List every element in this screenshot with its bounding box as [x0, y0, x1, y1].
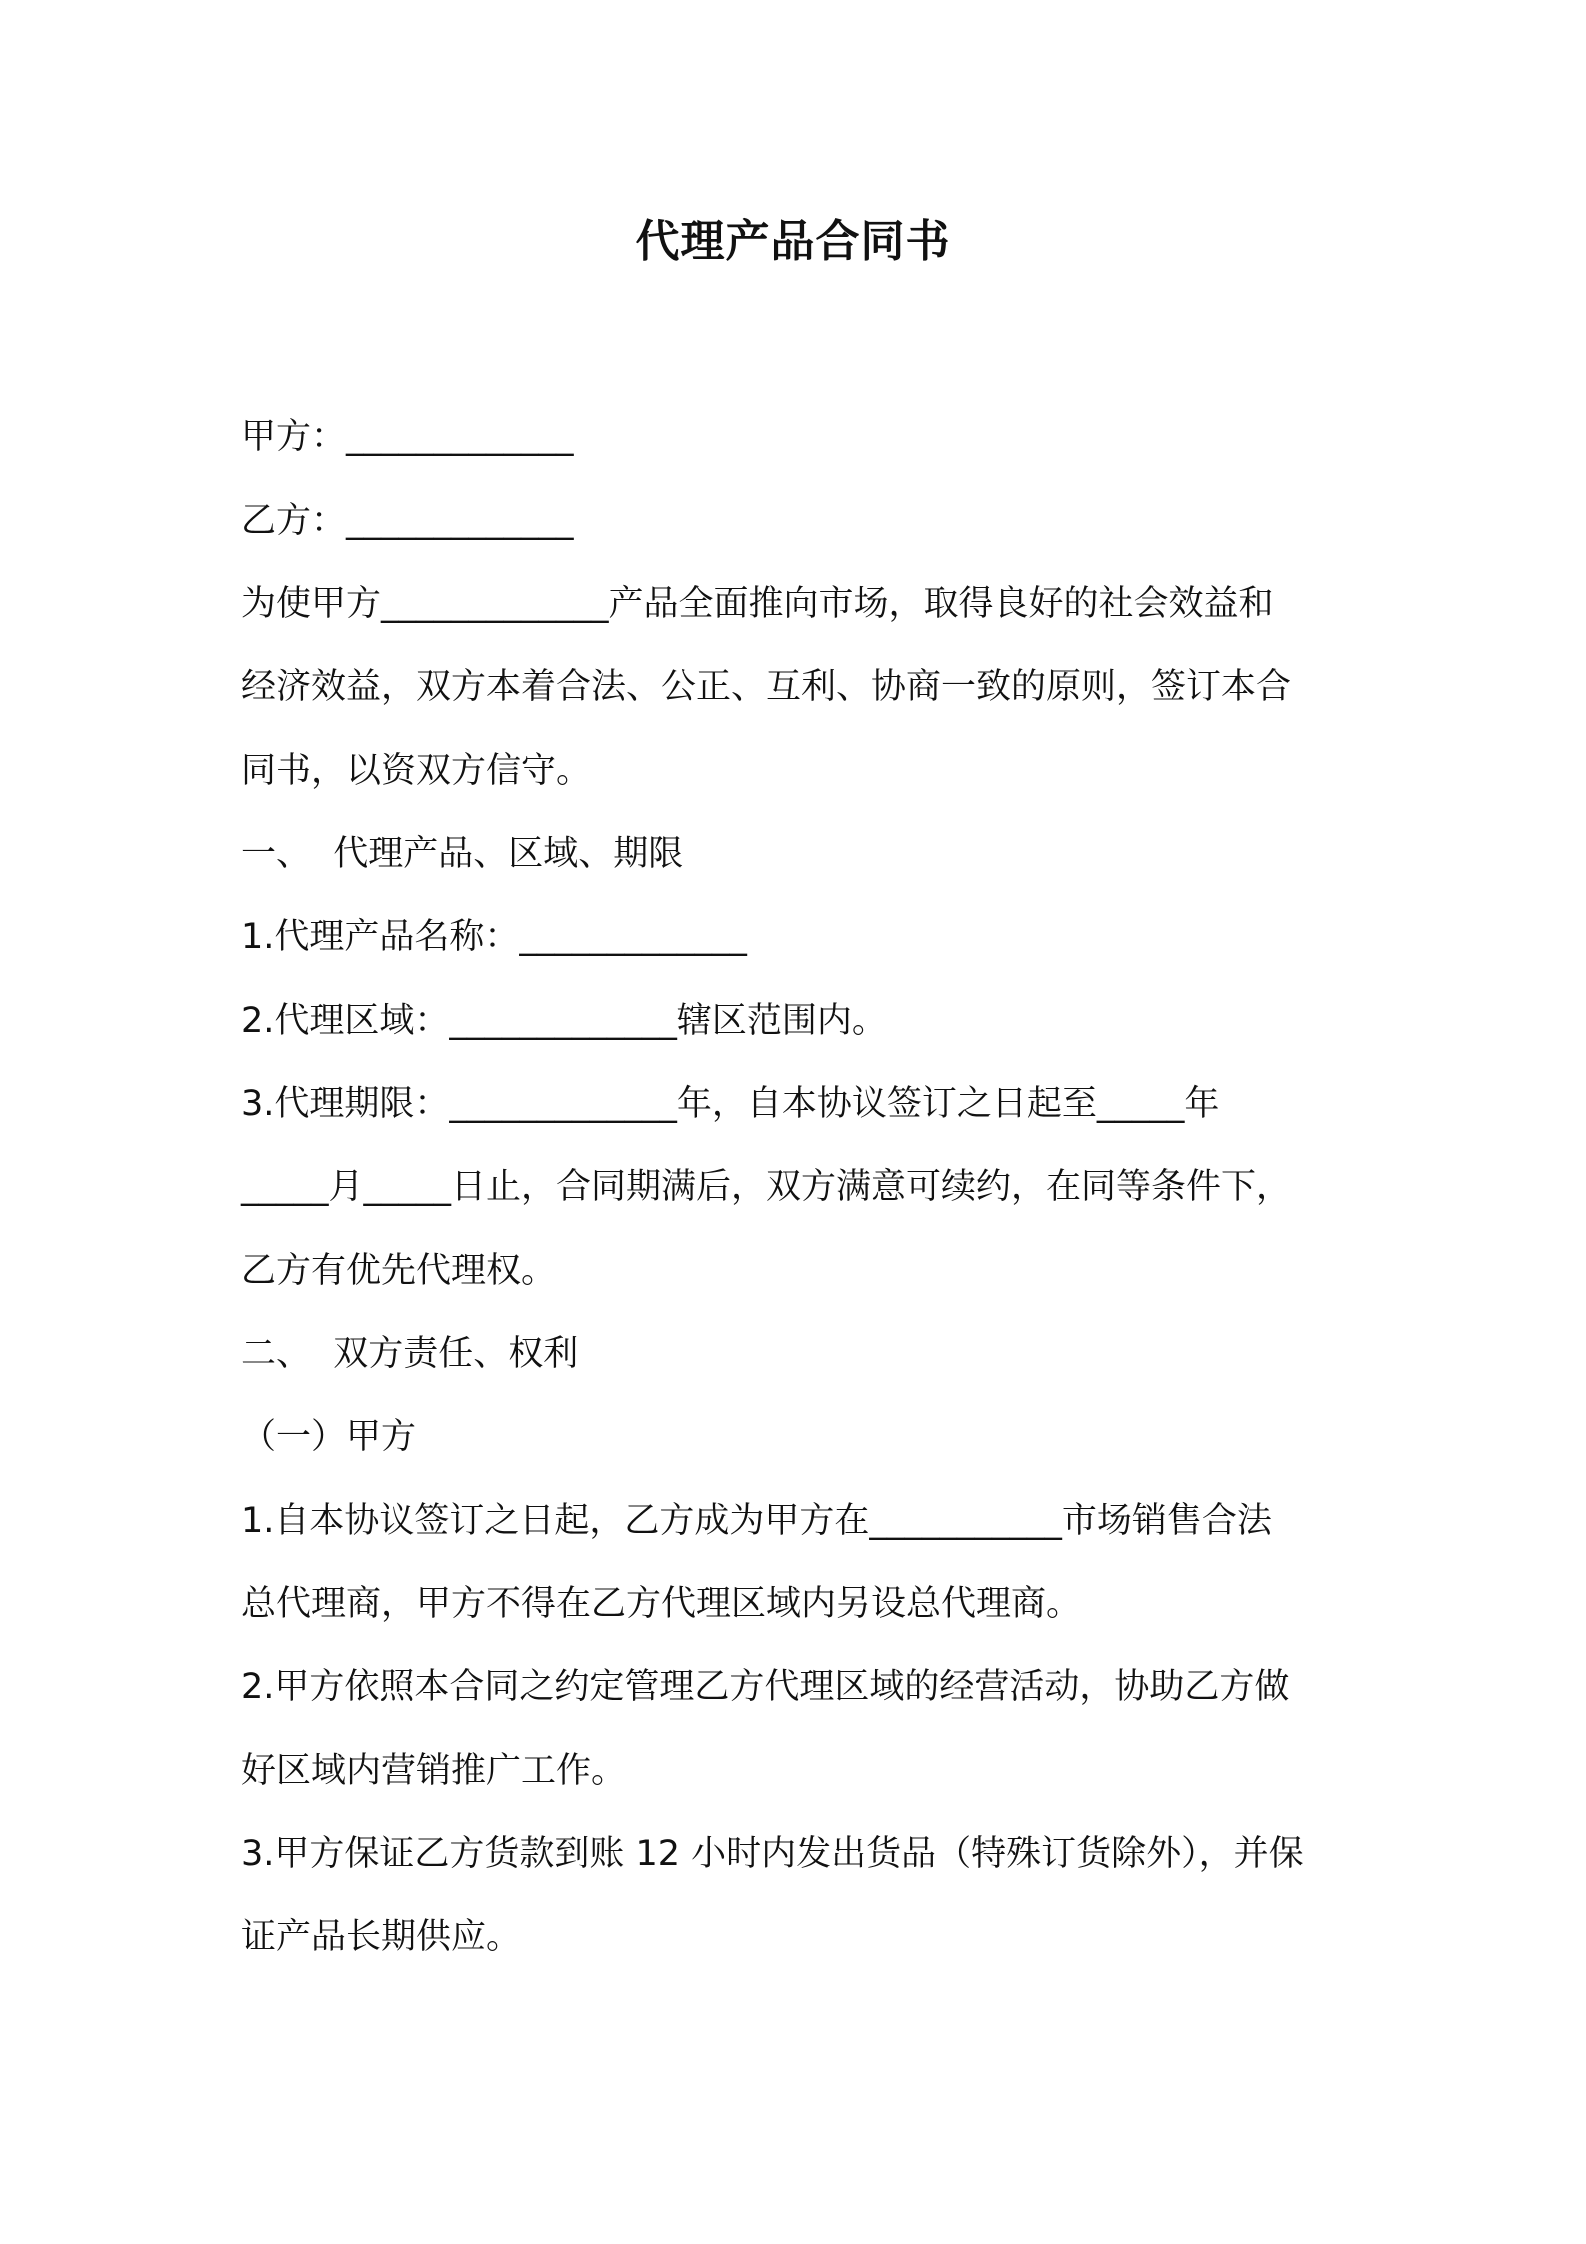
- paragraph-line: 经济效益，双方本着合法、公正、互利、协商一致的原则，签订本合: [241, 667, 1292, 707]
- clause-line: 2.甲方依照本合同之约定管理乙方代理区域的经营活动，协助乙方做: [241, 1667, 1290, 1707]
- clause-line: 乙方有优先代理权。: [241, 1251, 557, 1291]
- clause-line: 好区域内营销推广工作。: [241, 1751, 627, 1791]
- clause-line: 3.代理期限：_____________年，自本协议签订之日起至_____年: [241, 1084, 1220, 1124]
- paragraph-line: 为使甲方_____________产品全面推向市场，取得良好的社会效益和: [241, 584, 1274, 624]
- clause-line: 3.甲方保证乙方货款到账 12 小时内发出货品（特殊订货除外），并保: [241, 1834, 1304, 1874]
- clause-line: 总代理商，甲方不得在乙方代理区域内另设总代理商。: [241, 1584, 1082, 1624]
- section-heading-2: 二、 双方责任、权利: [241, 1334, 579, 1374]
- clause-line: 2.代理区域：_____________辖区范围内。: [241, 1001, 887, 1041]
- document-title: 代理产品合同书: [635, 216, 951, 267]
- clause-line: _____月_____日止，合同期满后，双方满意可续约，在同等条件下，: [241, 1167, 1292, 1207]
- party-b-line: 乙方：_____________: [241, 501, 574, 541]
- section-heading-1: 一、 代理产品、区域、期限: [241, 834, 684, 874]
- clause-line: 1.自本协议签订之日起，乙方成为甲方在___________市场销售合法: [241, 1501, 1272, 1541]
- party-a-line: 甲方：_____________: [241, 417, 574, 457]
- paragraph-line: 同书，以资双方信守。: [241, 751, 592, 791]
- subsection-heading: （一）甲方: [241, 1417, 417, 1457]
- clause-line: 1.代理产品名称：_____________: [241, 917, 747, 957]
- clause-line: 证产品长期供应。: [241, 1917, 522, 1957]
